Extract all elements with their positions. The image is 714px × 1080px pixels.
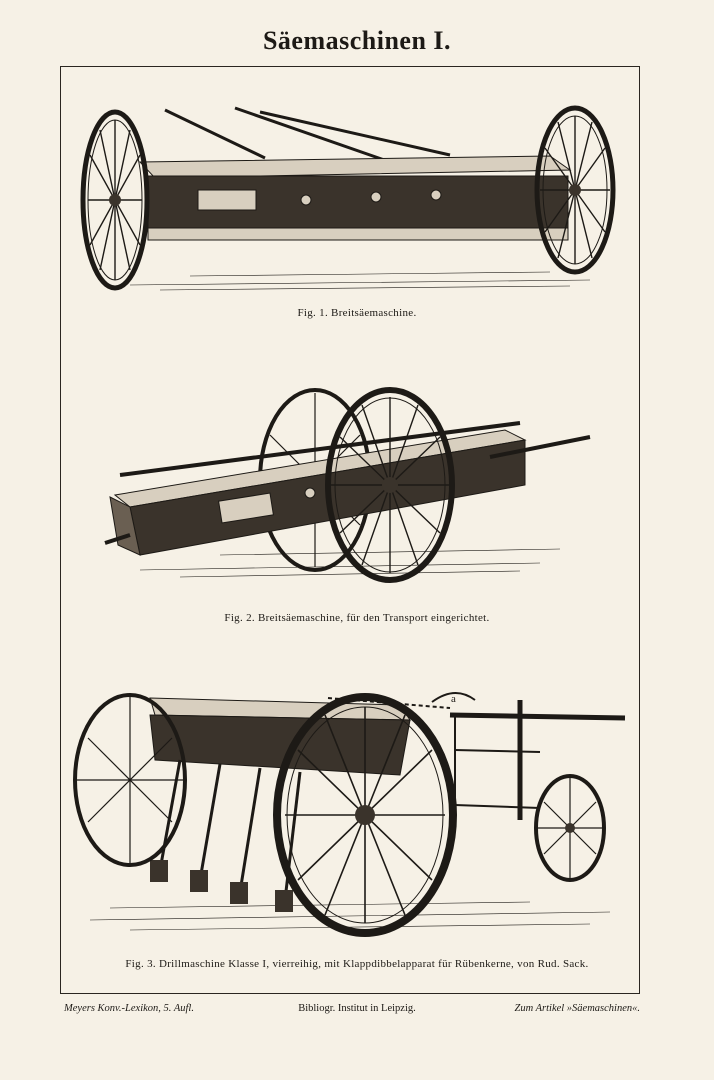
page-title: Säemaschinen I. bbox=[262, 26, 452, 55]
footer-article: Zum Artikel »Säemaschinen«. bbox=[514, 1003, 640, 1014]
label-a: a bbox=[451, 693, 456, 705]
figure-1-illustration bbox=[70, 100, 630, 300]
figure-1-caption: Fig. 1. Breitsäemaschine. bbox=[297, 307, 417, 319]
footer-publisher: Bibliogr. Institut in Leipzig. bbox=[298, 1003, 416, 1014]
figure-2-caption: Fig. 2. Breitsäemaschine, für den Transport eingerichtet. bbox=[224, 612, 490, 624]
figure-3-illustration bbox=[70, 680, 635, 940]
figure-2-illustration bbox=[100, 385, 600, 590]
footer-source: Meyers Konv.-Lexikon, 5. Aufl. bbox=[64, 1003, 194, 1014]
figure-3-caption: Fig. 3. Drillmaschine Klasse I, vierreihig, mit Klappdibbelapparat für Rübenkerne, von Rud. Sack. bbox=[125, 958, 589, 970]
